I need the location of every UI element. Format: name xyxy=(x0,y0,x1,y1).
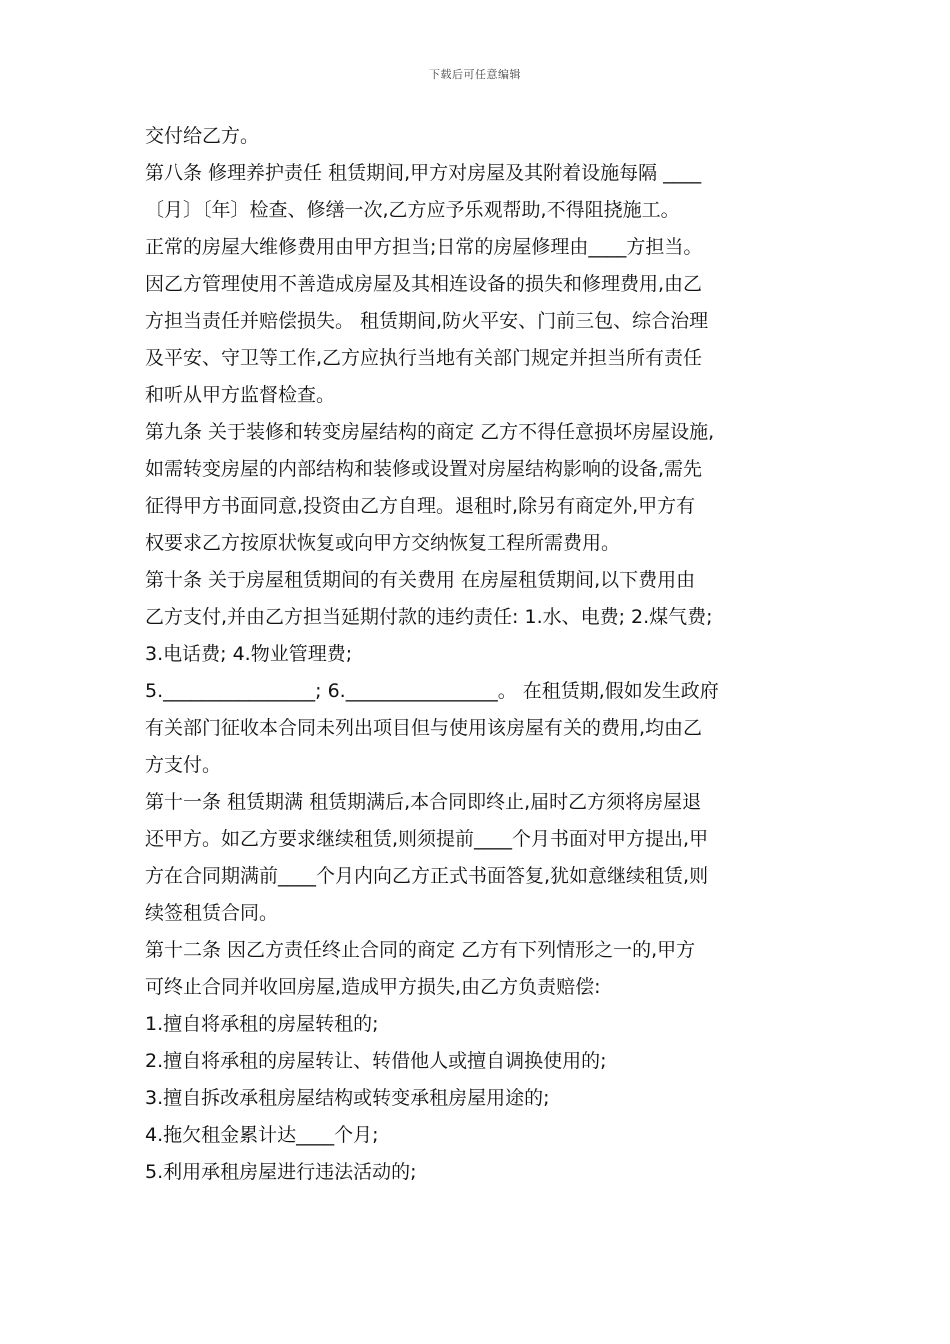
text-line: 因乙方管理使用不善造成房屋及其相连设备的损失和修理费用,由乙 xyxy=(145,273,703,295)
text-line: 5.________________; 6.________________。 在租赁期,假如发生政府 xyxy=(145,680,719,702)
text-line: 和听从甲方监督检查。 xyxy=(145,384,336,406)
text-line: 交付给乙方。 xyxy=(145,125,260,147)
text-line: 及平安、守卫等工作,乙方应执行当地有关部门规定并担当所有责任 xyxy=(145,347,703,369)
text-line: 3.擅自拆改承租房屋结构或转变承租房屋用途的; xyxy=(145,1087,550,1109)
text-line: 乙方支付,并由乙方担当延期付款的违约责任: 1.水、电费; 2.煤气费; xyxy=(145,606,713,628)
text-line: 第八条 修理养护责任 租赁期间,甲方对房屋及其附着设施每隔 ____ xyxy=(145,162,702,184)
text-line: 权要求乙方按原状恢复或向甲方交纳恢复工程所需费用。 xyxy=(145,532,621,554)
text-line: 有关部门征收本合同未列出项目但与使用该房屋有关的费用,均由乙 xyxy=(145,717,703,739)
text-line: 1.擅自将承租的房屋转租的; xyxy=(145,1013,379,1035)
text-line: 可终止合同并收回房屋,造成甲方损失,由乙方负责赔偿: xyxy=(145,976,601,998)
text-line: 5.利用承租房屋进行违法活动的; xyxy=(145,1161,417,1183)
text-line: 征得甲方书面同意,投资由乙方自理。退租时,除另有商定外,甲方有 xyxy=(145,495,696,517)
contract-body xyxy=(145,118,813,1191)
text-line: 方担当责任并赔偿损失。 租赁期间,防火平安、门前三包、综合治理 xyxy=(145,310,709,332)
text-line: 第十二条 因乙方责任终止合同的商定 乙方有下列情形之一的,甲方 xyxy=(145,939,696,961)
text-line: 续签租赁合同。 xyxy=(145,902,279,924)
text-line: 第九条 关于装修和转变房屋结构的商定 乙方不得任意损坏房屋设施, xyxy=(145,421,715,443)
text-line: 4.拖欠租金累计达____个月; xyxy=(145,1124,379,1146)
text-line: 3.电话费; 4.物业管理费; xyxy=(145,643,353,665)
text-line: 第十一条 租赁期满 租赁期满后,本合同即终止,届时乙方须将房屋退 xyxy=(145,791,702,813)
page-header: 下载后可任意编辑 xyxy=(429,68,521,81)
text-line: 2.擅自将承租的房屋转让、转借他人或擅自调换使用的; xyxy=(145,1050,607,1072)
text-line: 还甲方。如乙方要求继续租赁,则须提前____个月书面对甲方提出,甲 xyxy=(145,828,709,850)
text-line: 方支付。 xyxy=(145,754,222,776)
text-line: 正常的房屋大维修费用由甲方担当;日常的房屋修理由____方担当。 xyxy=(145,236,703,258)
text-line: 如需转变房屋的内部结构和装修或设置对房屋结构影响的设备,需先 xyxy=(145,458,703,480)
text-line: 第十条 关于房屋租赁期间的有关费用 在房屋租赁期间,以下费用由 xyxy=(145,569,696,591)
text-line: 方在合同期满前____个月内向乙方正式书面答复,犹如意继续租赁,则 xyxy=(145,865,709,887)
text-line: 〔月〕〔年〕检查、修缮一次,乙方应予乐观帮助,不得阻挠施工。 xyxy=(145,199,680,221)
